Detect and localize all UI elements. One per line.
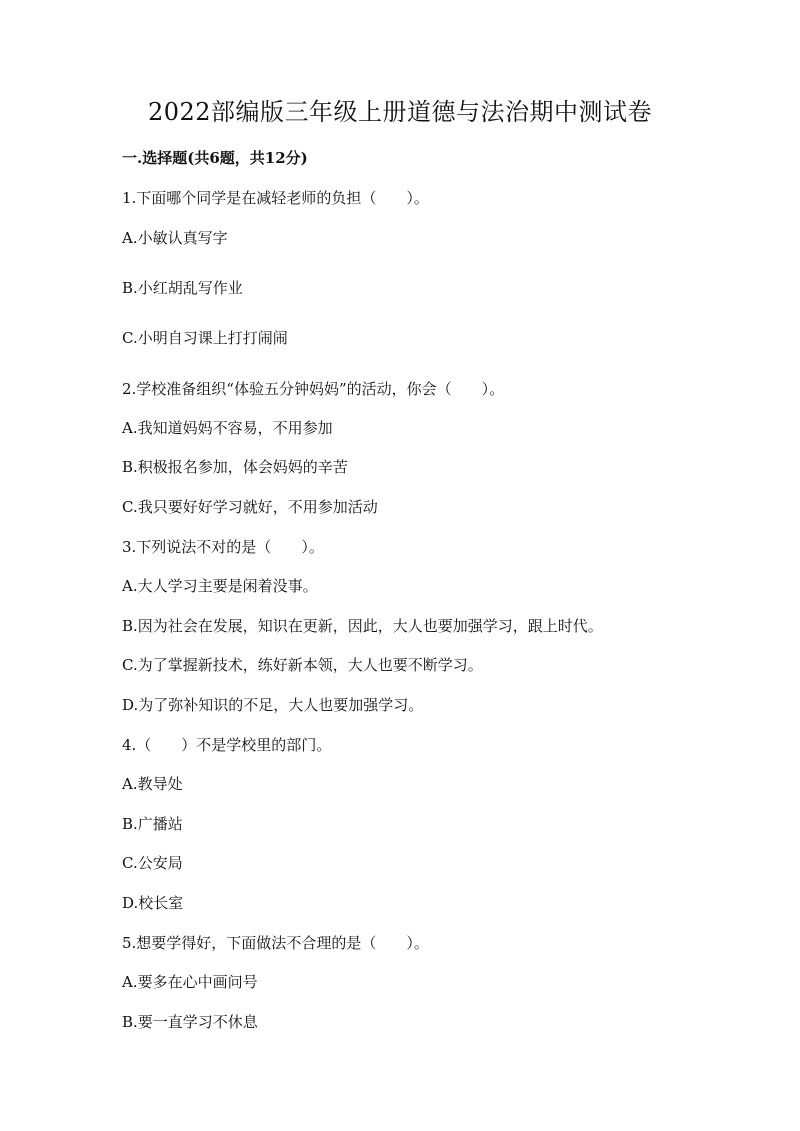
- question-3-option-b: B.因为社会在发展，知识在更新，因此，大人也要加强学习，跟上时代。: [122, 617, 603, 635]
- question-2-option-b: B.积极报名参加，体会妈妈的辛苦: [122, 458, 348, 476]
- question-4-option-a: A.教导处: [122, 775, 183, 793]
- question-5-option-a: A.要多在心中画问号: [122, 973, 258, 991]
- question-4-stem: 4.（ ）不是学校里的部门。: [122, 736, 332, 754]
- question-3-option-d: D.为了弥补知识的不足，大人也要加强学习。: [122, 696, 424, 714]
- question-3-option-a: A.大人学习主要是闲着没事。: [122, 577, 318, 595]
- question-2-stem: 2.学校准备组织“体验五分钟妈妈”的活动，你会（ ）。: [122, 380, 505, 398]
- question-3-stem: 3.下列说法不对的是（ ）。: [122, 538, 324, 556]
- question-1-stem: 1.下面哪个同学是在减轻老师的负担（ ）。: [122, 189, 429, 207]
- section-heading: 一.选择题(共6题，共12分): [122, 149, 308, 167]
- question-1-option-a: A.小敏认真写字: [122, 229, 228, 247]
- question-4-option-b: B.广播站: [122, 815, 183, 833]
- page-title: 2022部编版三年级上册道德与法治期中测试卷: [147, 98, 653, 126]
- question-1-option-b: B.小红胡乱写作业: [122, 279, 243, 297]
- question-4-option-d: D.校长室: [122, 894, 184, 912]
- question-5-stem: 5.想要学得好，下面做法不合理的是（ ）。: [122, 934, 429, 952]
- question-3-option-c: C.为了掌握新技术，练好新本领，大人也要不断学习。: [122, 656, 483, 674]
- question-1-option-c: C.小明自习课上打打闹闹: [122, 329, 288, 347]
- question-4-option-c: C.公安局: [122, 854, 183, 872]
- question-2-option-c: C.我只要好好学习就好，不用参加活动: [122, 498, 378, 516]
- question-5-option-b: B.要一直学习不休息: [122, 1013, 258, 1031]
- question-2-option-a: A.我知道妈妈不容易，不用参加: [122, 419, 333, 437]
